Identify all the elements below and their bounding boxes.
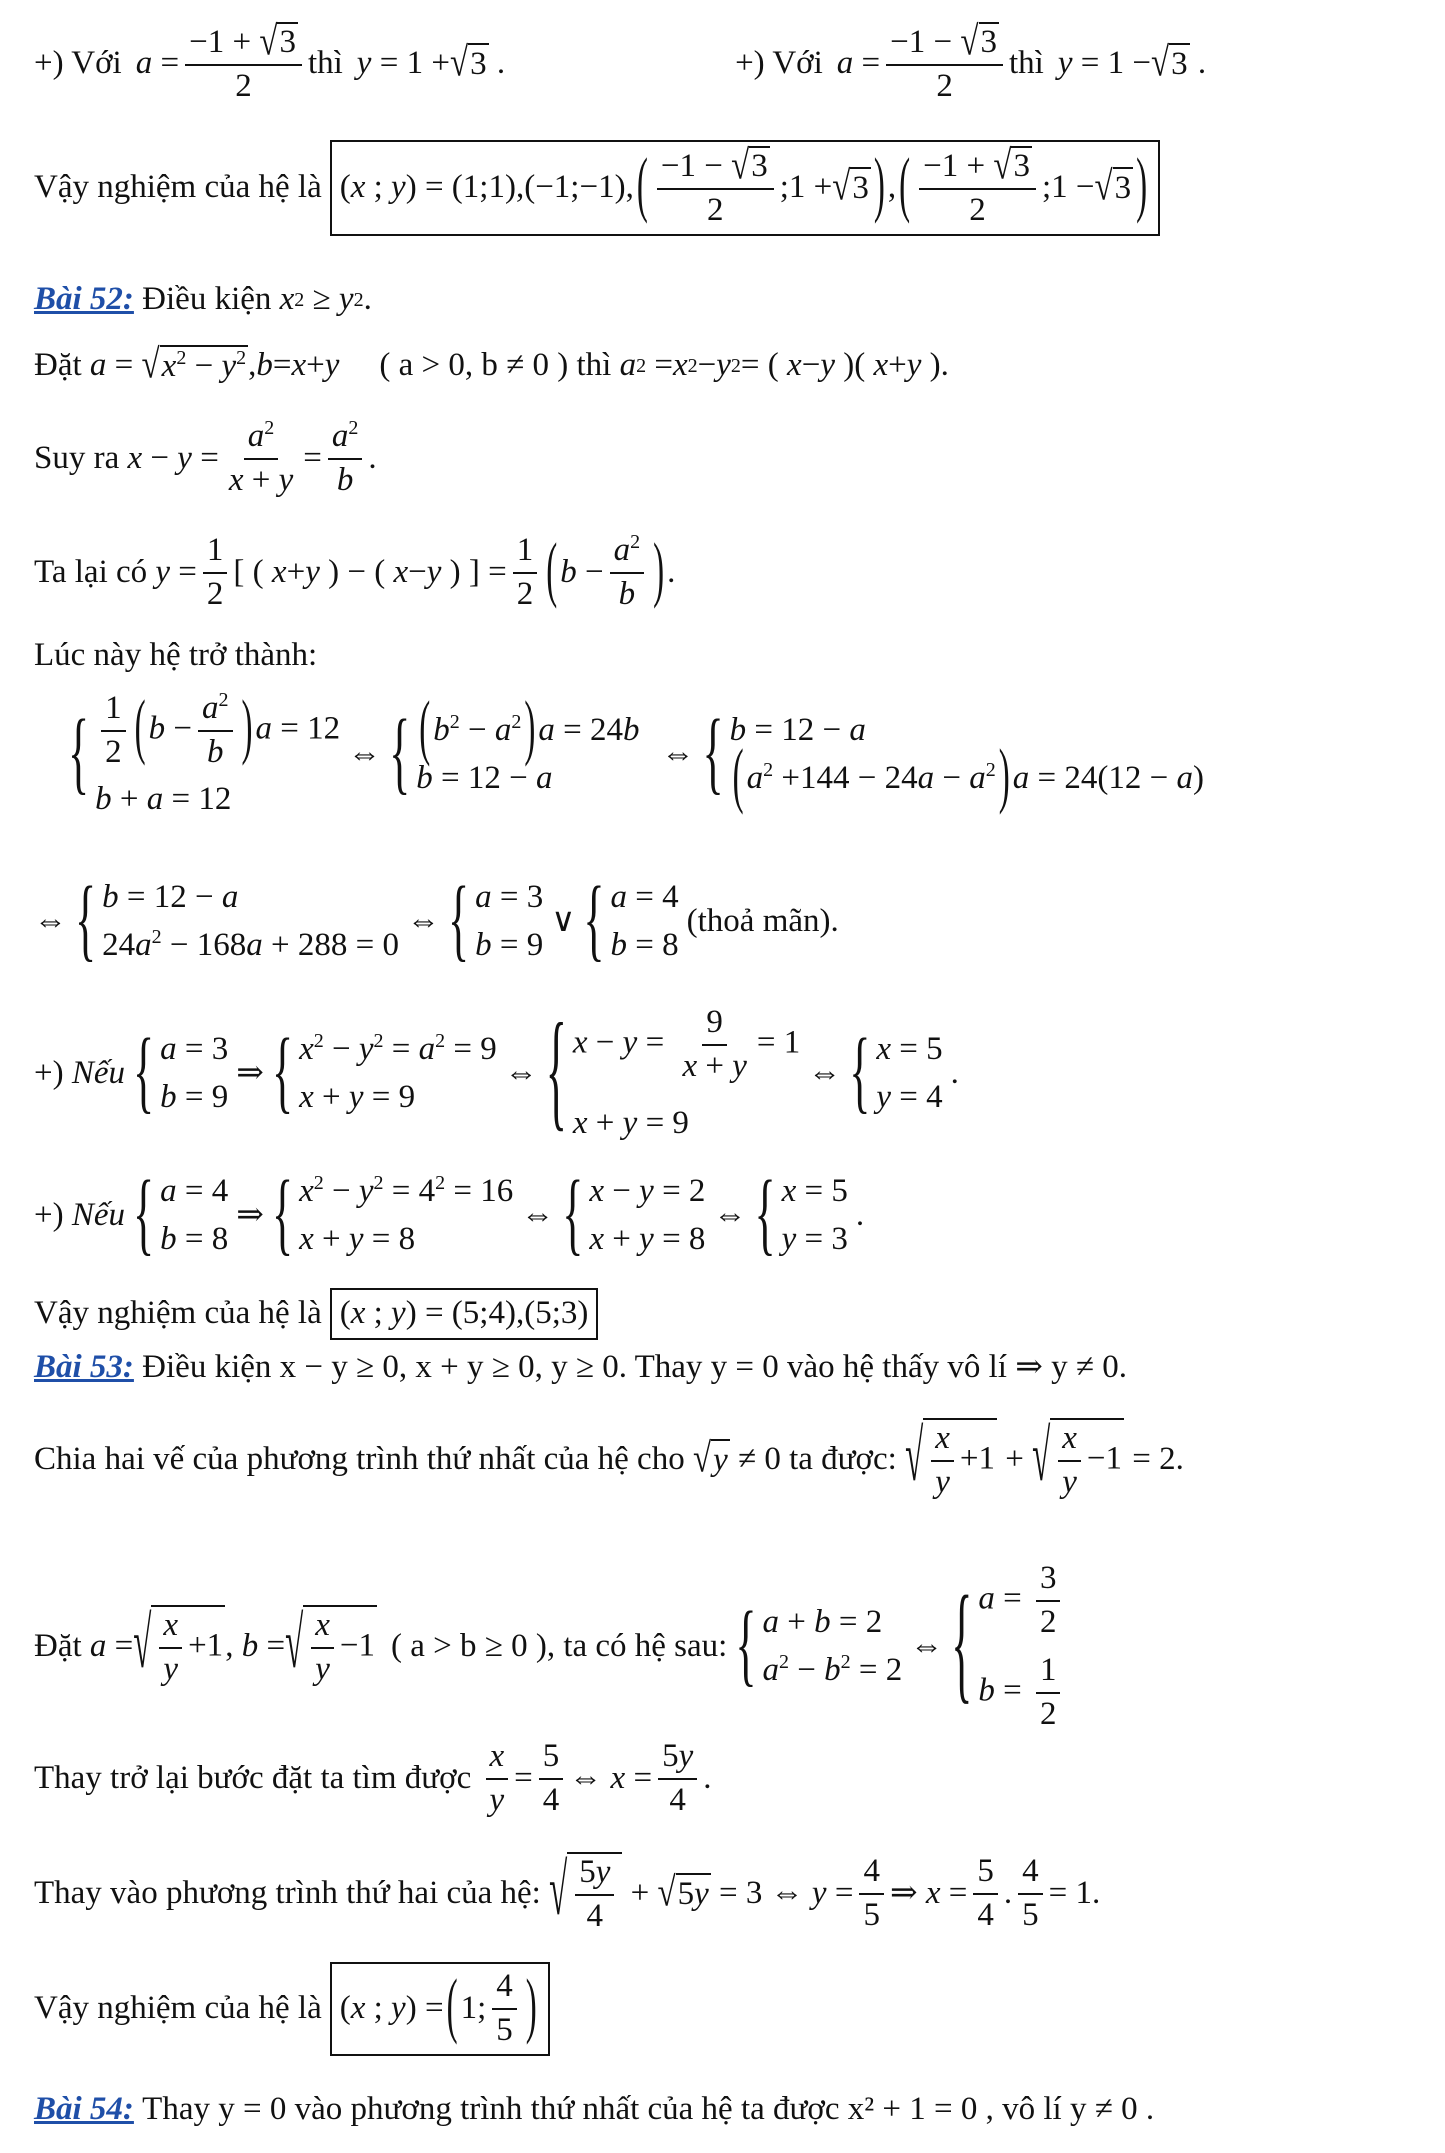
b53-back: Thay trở lại bước đặt ta tìm được $\frac{x}{y}$ = $\frac{5}{4}$ ⇔ x = $\frac{5y}{4}$ . [34, 1738, 712, 1818]
b52-system-1: { $\frac{1}{2}$ (b − $\frac{a^2}{b}$ )a = 12 b + a = 12 ⇔ { $(b^2 - a^2)a = 24b$ b = 12 − a ⇔ { b = 12 − a $(a^2 +144 - 24a - a^2)a = 24(12 - a)$ [68, 687, 1204, 817]
heading-bai-52: Bài 52: [34, 281, 134, 317]
b52-conclusion [34, 1288, 1435, 1340]
boxed-solution-51: ( x ; y ) = (1;1),(−1;−1), ( $\frac{-1 - √3}{2}$ ;1 + √ 3 ) , ( $\frac{-1 + √3}{2}$ ;1 − √ 3 ) [330, 140, 1160, 236]
b54-line [34, 2090, 1435, 2130]
condition-label: Điều kiện [142, 281, 272, 317]
set-condition: ( a > 0, b ≠ 0 ) [379, 347, 569, 383]
boxed-solution-53: ( x ; y ) = ( 1; $\frac{4}{5}$ ) [330, 1962, 550, 2056]
b52-luc-nay [34, 636, 1435, 676]
b52-header: Bài 52: Điều kiện x 2 ≥ y 2 . [34, 280, 1435, 320]
plus-marker: +) [34, 1054, 64, 1091]
luc-nay-label: Lúc này hệ trở thành: [34, 637, 318, 673]
b52-ta-lai-co: Ta lại có y = $\frac{1}{2}$ [ ( x + y ) − ( x − y ) ] = $\frac{1}{2}$ ( b − $\frac{a^2}{b}$ ) . [34, 531, 676, 612]
b53-conclusion [34, 1962, 1435, 2056]
back-text: Thay trở lại bước đặt ta tìm được [34, 1760, 472, 1797]
heading-bai-53: Bài 53: [34, 1349, 134, 1385]
then-word: thì [307, 45, 343, 82]
satisfied-note: (thoả mãn). [686, 902, 839, 939]
conclusion-text-53: Vậy nghiệm của hệ là [34, 1990, 322, 2027]
neu-label-2: Nếu [71, 1196, 126, 1233]
solution-line-51 [34, 140, 1435, 236]
b53-set: Đặt a = √ $\frac{x}{y}$ +1 , b = √ $\frac{x}{y}$ −1 ( a > b ≥ 0 ), ta có hệ sau: { a + b = 2 $a^2 - b^2 = 2$ ⇔ { a = $\frac{3}{2}$ b = $\frac{1}{2}$ [34, 1560, 1435, 1734]
b52-suy-ra: Suy ra x − y = $\frac{a^2}{x + y}$ = $\frac{a^2}{b}$ . [34, 417, 377, 498]
boxed-solution-52: ( x ; y ) = (5;4),(5;3) [330, 1288, 599, 1340]
divide-end: ta được: [789, 1441, 897, 1478]
sub-text: Thay vào phương trình thứ hai của hệ: [34, 1875, 541, 1912]
condition-53: Điều kiện x − y ≥ 0, x + y ≥ 0, y ≥ 0. Thay y = 0 vào hệ thấy vô lí ⇒ y ≠ 0. [142, 1349, 1127, 1385]
heading-bai-54: Bài 54: [34, 2091, 134, 2127]
conclusion-text-52: Vậy nghiệm của hệ là [34, 1295, 322, 1331]
b53-divide: Chia hai vế của phương trình thứ nhất của hệ cho √ y ≠ 0 ta được: √ $\frac{x}{y}$ +1 + √ $\frac{x}{y}$ −1 = 2. [34, 1418, 1184, 1500]
case-label-right: +) Với [735, 45, 823, 82]
fraction-a1: $\frac{-1 + √3}{2}$ [185, 22, 302, 106]
ta-lai-co-label: Ta lại có [34, 554, 148, 591]
plus-marker-2: +) [34, 1196, 64, 1233]
b52-case-2: +) Nếu { a = 4 b = 8 ⇒ { $x^2 - y^2 = 4^2 = 16$ x + y = 8 ⇔ { x − y = 2 x + y = 8 ⇔ { x = 5 y = 3 . [34, 1162, 865, 1266]
b52-set: Đặt a = √ $x^2 - y^2$ , b = x + y ( a > 0, b ≠ 0 ) thì a 2 = x 2 − y 2 = ( x − y )( x + y ). [34, 342, 949, 388]
set-label-53: Đặt [34, 1628, 82, 1665]
suy-ra-label: Suy ra [34, 440, 120, 477]
set-condition-53: ( a > b ≥ 0 ), ta có hệ sau: [390, 1628, 728, 1665]
case-line-1: +) Với a = $\frac{-1 + √3}{2}$ thì y = 1 + √ 3 . +) Với a = $\frac{-1 - √3}{2}$ thì y = 1 − √ 3 . [34, 19, 1207, 104]
conclusion-text: Vậy nghiệm của hệ là [34, 169, 322, 206]
b54-text: Thay y = 0 vào phương trình thứ nhất của hệ ta được x² + 1 = 0 , vô lí y ≠ 0 . [142, 2091, 1155, 2127]
set-label: Đặt [34, 347, 82, 383]
then-word-3: thì [576, 347, 612, 383]
then-word-2: thì [1009, 45, 1044, 82]
fraction-a2: $\frac{-1 - √3}{2}$ [886, 22, 1003, 106]
b53-sub: Thay vào phương trình thứ hai của hệ: √ $\frac{5y}{4}$ + √ 5y = 3 ⇔ y = $\frac{4}{5}$ ⇒ x = $\frac{5}{4}$ . $\frac{4}{5}$ = 1. [34, 1852, 1101, 1934]
neu-label: Nếu [71, 1054, 126, 1091]
b53-header [34, 1348, 1435, 1388]
divide-text: Chia hai vế của phương trình thứ nhất của hệ cho [34, 1441, 685, 1478]
b52-case-1: +) Nếu { a = 3 b = 9 ⇒ { $x^2 - y^2 = a^2 = 9$ x + y = 9 ⇔ { x − y = $\frac{9}{x + y}$ = 1 x + y = 9 ⇔ { x = 5 y = 4 . [34, 997, 959, 1145]
b52-system-2: ⇔ { b = 12 − a $24a^2 - 168a + 288 = 0$ ⇔ { a = 3 b = 9 ∨ { a = 4 b = 8 (thoả mãn). [34, 868, 839, 972]
case-label-left: +) Với [34, 45, 122, 82]
